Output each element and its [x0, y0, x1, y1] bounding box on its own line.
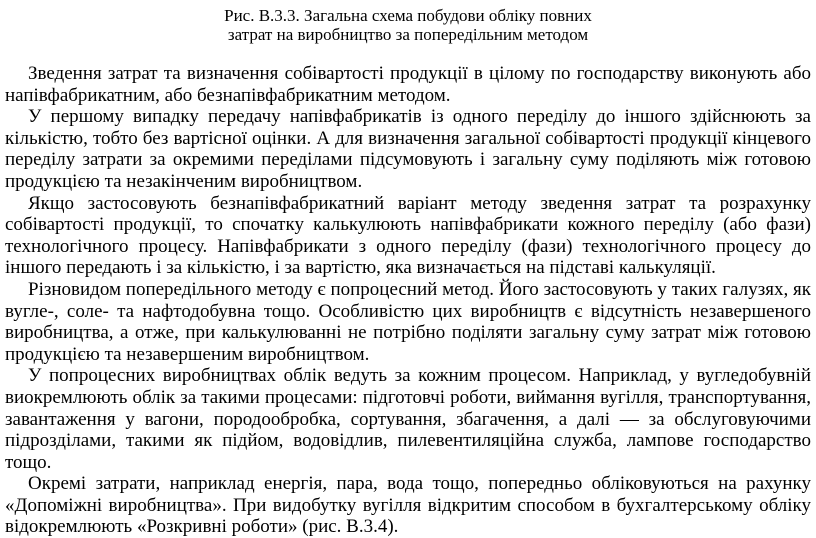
- caption-line-2: затрат на виробництво за попередільним методом: [227, 25, 589, 44]
- document-body: [5, 63, 811, 538]
- paragraph-process-method: Різновидом попередільного методу є попроцесний метод. Його застосовують у таких галузях, як вугле-, соле- та нафтодобувна тощо. Особливістю цих виробництв є відсутність незавершеного виробництва, а отже, при калькулюванні не потрібно поділяти загальну суму затрат між готовою продукцією та незавершеним виробництвом.: [5, 278, 811, 365]
- caption-line-1: Рис. В.3.3. Загальна схема побудови обліку повних: [224, 6, 592, 25]
- paragraph-methods-overview: Зведення затрат та визначення собівартості продукції в цілому по господарству виконують або напівфабрикатним, або безнапівфабрикатним методом.: [5, 63, 811, 106]
- paragraph-first-case: У першому випадку передачу напівфабрикатів із одного переділу до іншого здійснюють за кількістю, тобто без вартісної оцінки. А для визначення загальної собівартості продукції кінцевого переділу затрати за окремими переділами підсумовують і загальну суму поділяють між готовою продукцією та незакінченим виробництвом.: [5, 106, 811, 192]
- paragraph-separate-costs: Окремі затрати, наприклад енергія, пара, вода тощо, попередньо обліковуються на рахунку «Допоміжні виробництва». При видобутку вугілля відкритим способом в бухгалтерському обліку відокремлюють «Розкривні роботи» (рис. В.3.4).: [5, 473, 811, 538]
- paragraph-non-semifinished-variant: Якщо застосовують безнапівфабрикатний варіант методу зведення затрат та розрахунку собівартості продукції, то спочатку калькулюють напівфабрикати кожного переділу (або фази) технологічного процесу. Напівфабрикати з одного переділу (фази) технологічного процесу до іншого передають і за кількістю, і за вартістю, яка визначається на підставі калькуляції.: [5, 192, 811, 279]
- figure-caption: [0, 6, 816, 44]
- paragraph-process-accounting: У попроцесних виробництвах облік ведуть за кожним процесом. Наприклад, у вугледобувній виокремлюють облік за такими процесами: підготовчі роботи, виймання вугілля, транспортування, завантаження у вагони, породообробка, сортування, збагачення, а далі — за обслуговуючими підрозділами, такими як підйом, водовідлив, пилевентиляційна служба, лампове господарство тощо.: [5, 365, 811, 473]
